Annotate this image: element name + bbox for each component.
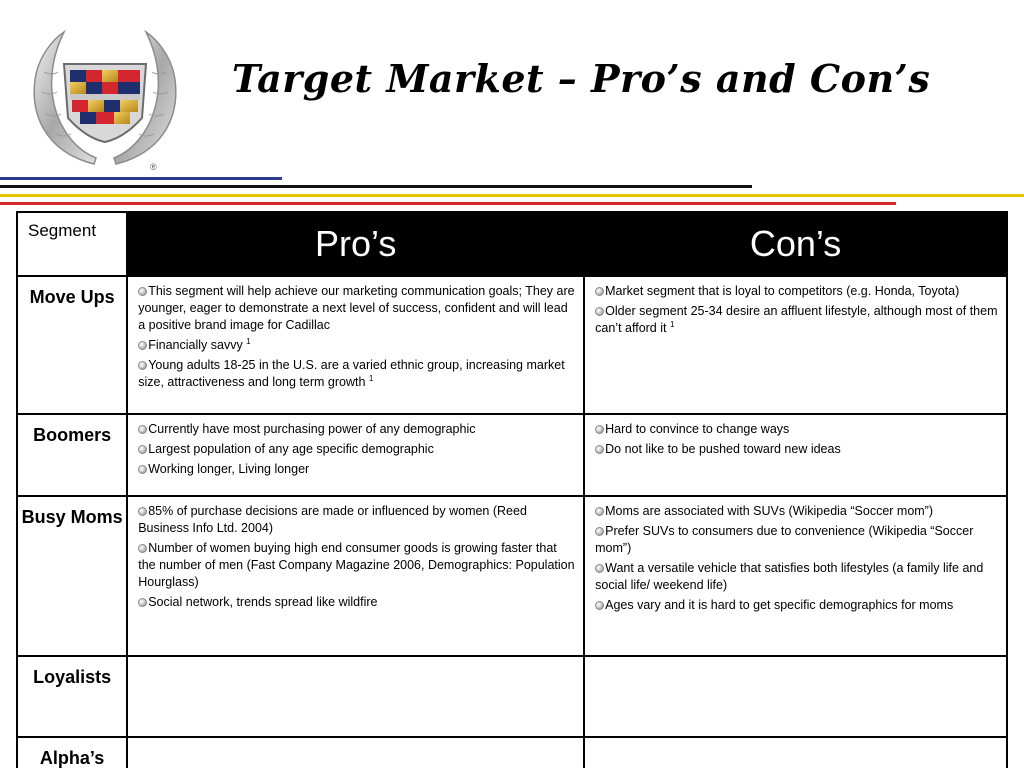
- table-row: [17, 656, 1007, 737]
- list-item-text: 85% of purchase decisions are made or influenced by women (Reed Business Info Ltd. 2004): [138, 504, 527, 535]
- divider-black: [0, 185, 752, 188]
- list-item: [595, 523, 998, 557]
- list-item: [138, 421, 575, 438]
- list-item-text: Want a versatile vehicle that satisfies both lifestyles (a family life and social life/ weekend life): [595, 561, 984, 592]
- bullet-icon: [138, 361, 147, 370]
- pros-cell: [127, 496, 584, 656]
- bullet-icon: [595, 425, 604, 434]
- list-item-text: Largest population of any age specific demographic: [148, 442, 434, 456]
- pros-cell: [127, 656, 584, 737]
- pros-cell: [127, 414, 584, 496]
- list-item: [138, 441, 575, 458]
- list-item-text: Young adults 18-25 in the U.S. are a varied ethnic group, increasing market size, attractiveness and long term growth: [138, 358, 565, 389]
- list-item: [138, 503, 575, 537]
- list-item: [595, 421, 998, 438]
- list-item: [138, 337, 575, 354]
- header-segment: Segment: [17, 212, 127, 276]
- table-row: [17, 414, 1007, 496]
- list-item: [595, 597, 998, 614]
- header-cons: Con’s: [584, 212, 1007, 276]
- footnote-ref: 1: [368, 373, 374, 383]
- table-row: [17, 276, 1007, 414]
- footnote-ref: 1: [669, 319, 675, 329]
- bullet-icon: [138, 544, 147, 553]
- bullet-icon: [138, 598, 147, 607]
- list-item: [138, 461, 575, 478]
- list-item-text: Prefer SUVs to consumers due to convenience (Wikipedia “Soccer mom”): [595, 524, 974, 555]
- bullet-icon: [595, 445, 604, 454]
- bullet-icon: [595, 507, 604, 516]
- pros-cell: [127, 737, 584, 768]
- cons-cell: [584, 656, 1007, 737]
- list-item-text: Hard to convince to change ways: [605, 422, 790, 436]
- segment-name: Boomers: [17, 414, 127, 496]
- bullet-icon: [595, 307, 604, 316]
- bullet-icon: [138, 507, 147, 516]
- divider-red: [0, 202, 896, 205]
- list-item-text: Market segment that is loyal to competitors (e.g. Honda, Toyota): [605, 284, 960, 298]
- divider-yellow: [0, 194, 1024, 197]
- cons-cell: [584, 737, 1007, 768]
- cons-cell: [584, 496, 1007, 656]
- list-item-text: Do not like to be pushed toward new ideas: [605, 442, 841, 456]
- bullet-icon: [595, 287, 604, 296]
- segment-name: Move Ups: [17, 276, 127, 414]
- table-row: [17, 496, 1007, 656]
- segment-name: Alpha’s: [17, 737, 127, 768]
- bullet-icon: [595, 527, 604, 536]
- segment-name: Busy Moms: [17, 496, 127, 656]
- cons-cell: [584, 276, 1007, 414]
- bullet-icon: [138, 445, 147, 454]
- table-header-row: [17, 212, 1007, 276]
- list-item-text: Social network, trends spread like wildfire: [148, 595, 378, 609]
- list-item: [595, 303, 998, 337]
- list-item-text: This segment will help achieve our marketing communication goals; They are younger, eager to demonstrate a next level of success, confident and will lead a positive brand image for Cadillac: [138, 284, 575, 332]
- list-item: [595, 441, 998, 458]
- list-item: [595, 283, 998, 300]
- bullet-icon: [138, 287, 147, 296]
- list-item: [138, 357, 575, 391]
- pros-cons-table: [16, 211, 1008, 768]
- footnote-ref: 1: [246, 336, 251, 346]
- cons-cell: [584, 414, 1007, 496]
- svg-text:®: ®: [150, 162, 157, 172]
- header-pros: Pro’s: [127, 212, 584, 276]
- list-item-text: Moms are associated with SUVs (Wikipedia “Soccer mom”): [605, 504, 934, 518]
- divider-blue: [0, 177, 282, 180]
- list-item: [138, 283, 575, 334]
- bullet-icon: [138, 425, 147, 434]
- bullet-icon: [138, 465, 147, 474]
- list-item-text: Financially savvy: [148, 338, 247, 352]
- bullet-icon: [595, 601, 604, 610]
- list-item-text: Ages vary and it is hard to get specific demographics for moms: [605, 598, 954, 612]
- list-item-text: Currently have most purchasing power of any demographic: [148, 422, 476, 436]
- list-item-text: Working longer, Living longer: [148, 462, 310, 476]
- bullet-icon: [138, 341, 147, 350]
- list-item: [595, 503, 998, 520]
- list-item: [138, 540, 575, 591]
- list-item: [595, 560, 998, 594]
- table-row: [17, 737, 1007, 768]
- list-item: [138, 594, 575, 611]
- segment-name: Loyalists: [17, 656, 127, 737]
- cadillac-logo-icon: [24, 22, 186, 174]
- list-item-text: Older segment 25-34 desire an affluent lifestyle, although most of them can’t afford it: [595, 304, 998, 335]
- bullet-icon: [595, 564, 604, 573]
- list-item-text: Number of women buying high end consumer goods is growing faster that the number of men (Fast Company Magazine 2006, Demographics: Population Hourglass): [138, 541, 575, 589]
- slide-title: Target Market – Pro’s and Con’s: [232, 56, 931, 101]
- pros-cell: [127, 276, 584, 414]
